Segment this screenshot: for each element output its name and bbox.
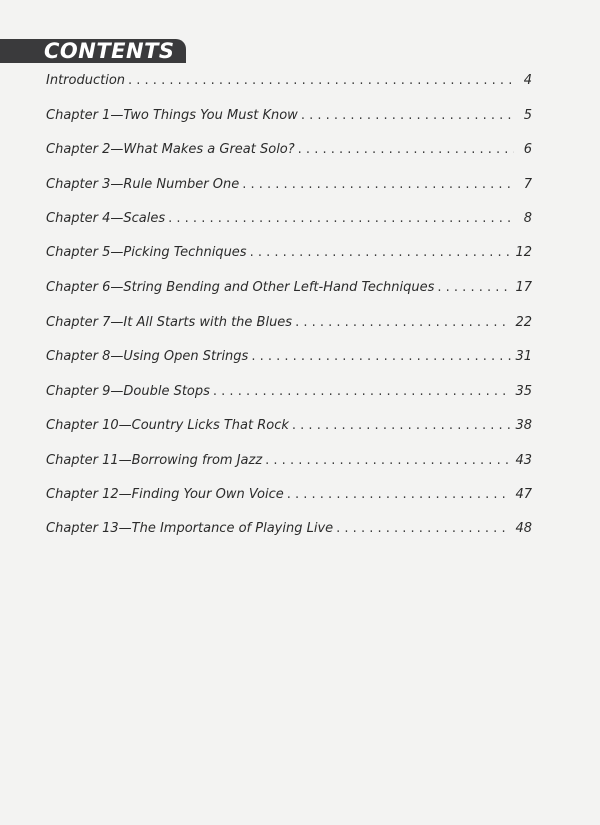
dot-leader — [128, 70, 514, 92]
toc-entry[interactable] — [46, 139, 532, 161]
toc-entry-page: 6 — [523, 142, 532, 157]
dot-leader — [298, 139, 514, 161]
toc-entry-page: 17 — [515, 280, 532, 295]
toc-entry-title: Chapter 8—Using Open Strings — [46, 349, 249, 364]
toc-entry-title: Chapter 1—Two Things You Must Know — [46, 108, 298, 123]
toc-entry-page: 12 — [515, 245, 532, 260]
toc-entry-page: 47 — [515, 487, 532, 502]
toc-entry-page: 38 — [515, 418, 532, 433]
toc-entry[interactable] — [46, 518, 532, 540]
dot-leader — [251, 346, 511, 368]
toc-entry-title: Chapter 13—The Importance of Playing Live — [46, 521, 334, 536]
dot-leader — [336, 518, 511, 540]
toc-entry[interactable] — [46, 208, 532, 230]
toc-entry-page: 43 — [515, 453, 532, 468]
toc-entry[interactable] — [46, 277, 532, 299]
toc-entry[interactable] — [46, 346, 532, 368]
toc-entry-title: Chapter 11—Borrowing from Jazz — [46, 453, 263, 468]
toc-entry-title: Introduction — [46, 73, 126, 88]
dot-leader — [437, 277, 511, 299]
dot-leader — [242, 174, 514, 196]
toc-entry-title: Chapter 7—It All Starts with the Blues — [46, 315, 293, 330]
toc-entry-page: 5 — [523, 108, 532, 123]
toc-entry[interactable] — [46, 484, 532, 506]
toc-entry-page: 8 — [523, 211, 532, 226]
toc-entry-title: Chapter 3—Rule Number One — [46, 177, 240, 192]
dot-leader — [168, 208, 514, 230]
toc-entry-page: 22 — [515, 315, 532, 330]
toc-entry[interactable] — [46, 174, 532, 196]
dot-leader — [213, 381, 512, 403]
dot-leader — [287, 484, 512, 506]
toc-entry[interactable] — [46, 381, 532, 403]
dot-leader — [265, 450, 511, 472]
toc-entry[interactable] — [46, 70, 532, 92]
toc-entry-title: Chapter 6—String Bending and Other Left-Hand Techniques — [46, 280, 435, 295]
toc-entry-title: Chapter 12—Finding Your Own Voice — [46, 487, 284, 502]
page-title: CONTENTS — [44, 39, 175, 63]
dot-leader — [295, 312, 511, 334]
toc-entry-title: Chapter 10—Country Licks That Rock — [46, 418, 289, 433]
toc-entry[interactable] — [46, 312, 532, 334]
toc-entry-title: Chapter 4—Scales — [46, 211, 166, 226]
toc-entry[interactable] — [46, 450, 532, 472]
toc-entry[interactable] — [46, 105, 532, 127]
dot-leader — [292, 415, 512, 437]
toc-entry-page: 4 — [523, 73, 532, 88]
toc-entry-page: 35 — [515, 384, 532, 399]
toc-entry[interactable] — [46, 415, 532, 437]
toc-entry-title: Chapter 9—Double Stops — [46, 384, 210, 399]
toc-entry-title: Chapter 2—What Makes a Great Solo? — [46, 142, 295, 157]
toc-entry[interactable] — [46, 242, 532, 264]
toc-entry-title: Chapter 5—Picking Techniques — [46, 245, 247, 260]
dot-leader — [250, 242, 512, 264]
toc-entry-page: 31 — [515, 349, 532, 364]
toc-entry-page: 48 — [515, 521, 532, 536]
toc-entry-page: 7 — [523, 177, 532, 192]
dot-leader — [301, 105, 514, 127]
